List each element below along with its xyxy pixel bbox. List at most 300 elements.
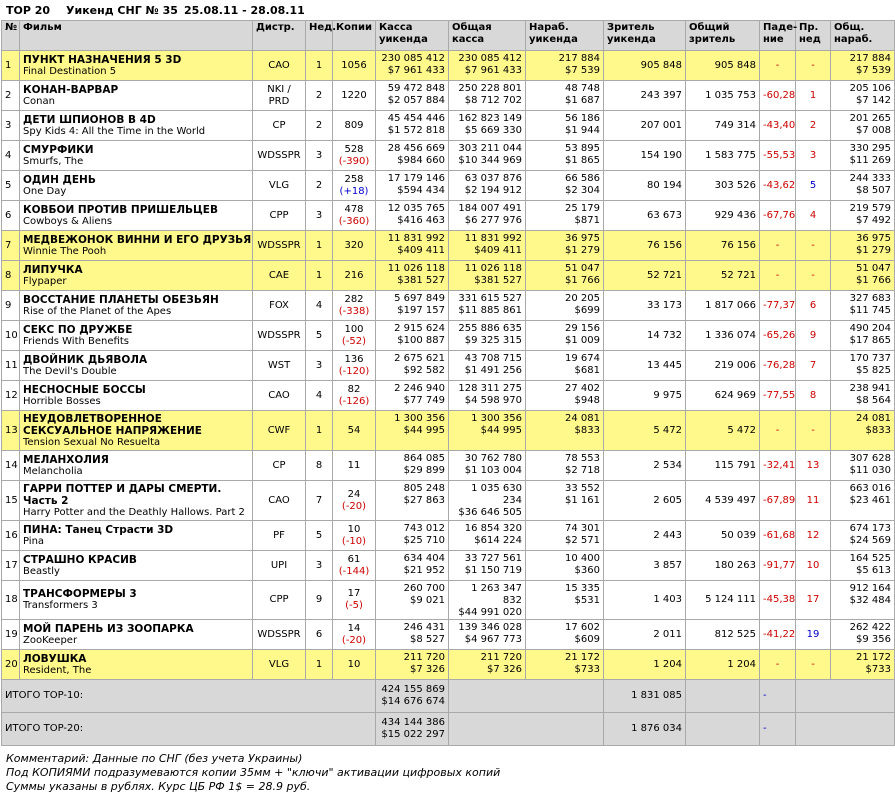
drop-cell <box>760 521 796 551</box>
prev-week-cell <box>796 231 831 261</box>
weekend-avg-usd: $2 304 <box>565 185 600 196</box>
weekend-avg-usd: $948 <box>574 395 600 406</box>
total-viewers: 180 263 <box>714 559 756 571</box>
weekend-gross-cell <box>376 650 449 680</box>
table-row <box>2 481 895 521</box>
rank-cell <box>2 81 20 111</box>
weekend-viewers-cell <box>604 201 686 231</box>
total-avg-rub: 674 173 <box>849 523 891 534</box>
weekend-gross-rub: 2 915 624 <box>394 323 445 334</box>
weekend-viewers-cell <box>604 521 686 551</box>
rank: 4 <box>5 149 12 161</box>
rank-cell <box>2 261 20 291</box>
weekend-gross-rub: 2 246 940 <box>394 383 445 394</box>
weekend-gross-cell <box>376 481 449 521</box>
prev-week-cell <box>796 411 831 451</box>
film-cell <box>20 141 253 171</box>
total-viewers-cell <box>686 81 760 111</box>
rank: 8 <box>5 269 12 281</box>
weekend-avg-rub: 74 301 <box>565 523 600 534</box>
film-cell <box>20 351 253 381</box>
total-avg-cell <box>831 481 895 521</box>
copies-cell <box>333 581 376 620</box>
col-weeks: Нед. <box>306 21 333 51</box>
total-avg-usd: $1 766 <box>856 275 891 286</box>
drop: -67,89 <box>763 494 796 506</box>
weeks: 2 <box>315 89 323 101</box>
prev-week: - <box>811 658 815 670</box>
drop-cell <box>760 141 796 171</box>
total-viewers-cell <box>686 141 760 171</box>
total-avg-cell <box>831 351 895 381</box>
total-viewers: 4 539 497 <box>705 494 756 506</box>
weekend-gross-rub: 5 697 849 <box>394 293 445 304</box>
weekend-gross-rub: 230 085 412 <box>381 53 445 64</box>
col-total-avg: Общ. нараб. <box>831 21 895 51</box>
col-film: Фильм <box>20 21 253 51</box>
film-cell <box>20 521 253 551</box>
total-avg-usd: $5 613 <box>856 565 891 576</box>
weekend-viewers-cell <box>604 321 686 351</box>
prev-week: 4 <box>809 209 817 221</box>
weekend-avg-rub: 48 748 <box>565 83 600 94</box>
total-viewers-cell <box>686 231 760 261</box>
weekend-avg-rub: 66 586 <box>565 173 600 184</box>
distributor: FOX <box>269 299 289 311</box>
film-title-ru: ВОССТАНИЕ ПЛАНЕТЫ ОБЕЗЬЯН <box>23 293 219 306</box>
rank: 20 <box>5 658 18 670</box>
total-avg-cell <box>831 451 895 481</box>
total-gross-usd: $44 991 020 <box>458 607 522 618</box>
distributor-cell <box>253 261 306 291</box>
report-header <box>0 0 894 20</box>
total-avg-cell <box>831 171 895 201</box>
rank-cell <box>2 411 20 451</box>
weekend-gross-usd: $197 157 <box>397 305 445 316</box>
film-cell <box>20 321 253 351</box>
film-cell <box>20 620 253 650</box>
film-cell <box>20 451 253 481</box>
total-viewers-cell <box>686 321 760 351</box>
total-avg-usd: $7 142 <box>856 95 891 106</box>
copies-cell <box>333 650 376 680</box>
weeks: 8 <box>315 459 323 471</box>
total-viewers-cell <box>686 201 760 231</box>
total-label: ИТОГО TOP-20: <box>2 713 376 746</box>
weekend-gross-cell <box>376 201 449 231</box>
total-viewers: 929 436 <box>714 209 756 221</box>
drop-cell <box>760 231 796 261</box>
weekend-viewers-cell <box>604 231 686 261</box>
weekend-gross-rub: 260 700 <box>403 583 445 594</box>
total-gross-usd: $11 885 861 <box>458 305 522 316</box>
drop-cell <box>760 481 796 521</box>
weekend-avg-cell <box>526 351 604 381</box>
weekend-gross-cell <box>376 291 449 321</box>
weekend-gross-rub: 17 179 146 <box>387 173 445 184</box>
total-gross-cell <box>449 521 526 551</box>
total-gross-rub: 128 311 275 <box>458 383 522 394</box>
total-avg-usd: $1 279 <box>856 245 891 256</box>
film-title-ru: МЕДВЕЖОНОК ВИННИ И ЕГО ДРУЗЬЯ <box>23 233 252 246</box>
total-avg-cell <box>831 411 895 451</box>
weeks-cell <box>306 261 333 291</box>
copies-cell <box>333 111 376 141</box>
total-avg-rub: 490 204 <box>849 323 891 334</box>
film-title-en: Spy Kids 4: All the Time in the World <box>23 125 206 137</box>
drop: - <box>775 239 780 251</box>
prev-week-cell <box>796 581 831 620</box>
weekend-gross-rub: 864 085 <box>403 453 445 464</box>
copies-cell <box>333 81 376 111</box>
weekend-avg-usd: $7 539 <box>565 65 600 76</box>
weeks: 1 <box>315 424 323 436</box>
drop: -77,37 <box>763 299 796 311</box>
table-row <box>2 171 895 201</box>
weekend-gross-cell <box>376 411 449 451</box>
film-title-en: Rise of the Planet of the Apes <box>23 305 172 317</box>
weekend-gross-rub: 11 831 992 <box>387 233 445 244</box>
distributor-cell <box>253 521 306 551</box>
total-viewers: 52 721 <box>721 269 756 281</box>
weekend-viewers: 2 605 <box>653 494 682 506</box>
drop-cell <box>760 551 796 581</box>
weekend-viewers: 63 673 <box>647 209 682 221</box>
table-row <box>2 551 895 581</box>
weekend-gross-rub: 28 456 669 <box>387 143 445 154</box>
weekend-gross-cell <box>376 231 449 261</box>
film-title-ru: КОВБОИ ПРОТИВ ПРИШЕЛЬЦЕВ <box>23 203 218 216</box>
film-title-en: Beastly <box>23 565 60 577</box>
copies-cell <box>333 261 376 291</box>
weekend-avg-cell <box>526 581 604 620</box>
weekend-gross-usd: $29 899 <box>403 465 445 476</box>
table-row <box>2 291 895 321</box>
total-gross-cell <box>449 141 526 171</box>
total-gross-usd: $6 277 976 <box>464 215 522 226</box>
weekend-avg-usd: $531 <box>574 595 600 606</box>
total-avg-usd: $8 507 <box>856 185 891 196</box>
rank: 5 <box>5 179 12 191</box>
drop: -61,68 <box>763 529 796 541</box>
total-gross-cell <box>449 321 526 351</box>
distributor-cell <box>253 291 306 321</box>
total-avg-cell <box>831 51 895 81</box>
total-viewers: 219 006 <box>714 359 756 371</box>
film-title-en: ZooKeeper <box>23 634 78 646</box>
col-weekend-gross: Касса уикенда <box>376 21 449 51</box>
weekend-gross-usd: $7 326 <box>410 664 445 675</box>
copies: 24 <box>347 488 361 500</box>
weeks-cell <box>306 231 333 261</box>
total-avg-rub: 21 172 <box>856 652 891 663</box>
copies-cell <box>333 51 376 81</box>
weekend-viewers: 2 011 <box>653 628 682 640</box>
film-cell <box>20 551 253 581</box>
weekend-gross-cell <box>376 81 449 111</box>
film-title-ru: СТРАШНО КРАСИВ <box>23 553 137 566</box>
weekend-viewers-cell <box>604 551 686 581</box>
film-title-ru: ПИНА: Танец Страсти 3D <box>23 523 174 536</box>
total-viewers: 1 204 <box>727 658 756 670</box>
weekend-gross-usd: $1 572 818 <box>387 125 445 136</box>
total-gross-cell <box>449 351 526 381</box>
table-row <box>2 351 895 381</box>
distributor: CAO <box>268 494 290 506</box>
total-avg-cell <box>831 650 895 680</box>
rank: 2 <box>5 89 12 101</box>
total-gross-usd: $409 411 <box>474 245 522 256</box>
total-gross-usd: $2 194 912 <box>464 185 522 196</box>
weekend-viewers: 207 001 <box>640 119 682 131</box>
total-gross-rub: 11 831 992 <box>464 233 522 244</box>
rank-cell <box>2 381 20 411</box>
weekend-gross-cell <box>376 51 449 81</box>
copies: 82 <box>347 383 361 395</box>
weekend-avg-cell <box>526 521 604 551</box>
film-title-ru: НЕУДОВЛЕТВОРЕННОЕ СЕКСУАЛЬНОЕ НАПРЯЖЕНИЕ <box>23 412 202 437</box>
total-viewers-cell <box>686 351 760 381</box>
weekend-avg-rub: 10 400 <box>565 553 600 564</box>
film-title-en: Transformers 3 <box>23 600 98 611</box>
distributor-cell <box>253 141 306 171</box>
copies-cell <box>333 381 376 411</box>
weekend-avg-rub: 15 335 <box>565 583 600 594</box>
distributor: CPP <box>269 594 289 605</box>
table-row <box>2 381 895 411</box>
drop-cell <box>760 111 796 141</box>
total-avg-usd: $5 825 <box>856 365 891 376</box>
weekend-avg-rub: 24 081 <box>565 413 600 424</box>
copies: 17 <box>347 588 361 599</box>
total-avg-cell <box>831 261 895 291</box>
total-avg-rub: 307 628 <box>849 453 891 464</box>
copies-diff: (-338) <box>338 305 370 317</box>
weeks-cell <box>306 620 333 650</box>
footer-comment: Комментарий: Данные по СНГ (без учета Украины) <box>6 752 303 765</box>
weekend-avg-rub: 56 186 <box>565 113 600 124</box>
weekend-avg-usd: $733 <box>574 664 600 675</box>
total-avg-usd: $11 030 <box>849 465 891 476</box>
distributor: NKI / PRD <box>267 83 291 107</box>
weekend-avg-usd: $360 <box>574 565 600 576</box>
total-top10-row <box>2 680 895 713</box>
weeks-cell <box>306 321 333 351</box>
rank-cell <box>2 551 20 581</box>
distributor-cell <box>253 650 306 680</box>
weekend-gross-rub: 246 431 <box>403 622 445 633</box>
total-avg-cell <box>831 141 895 171</box>
weekend-avg-usd: $2 571 <box>565 535 600 546</box>
total-viewers-cell <box>686 581 760 620</box>
table-row <box>2 620 895 650</box>
weeks: 5 <box>315 529 323 541</box>
weeks-cell <box>306 111 333 141</box>
total-avg-rub: 164 525 <box>849 553 891 564</box>
total-avg-usd: $833 <box>865 425 891 436</box>
film-title-en: Cowboys & Aliens <box>23 215 113 227</box>
total-gross-rub: 16 854 320 <box>464 523 522 534</box>
rank: 7 <box>5 239 12 251</box>
film-cell <box>20 111 253 141</box>
weekend-viewers-cell <box>604 581 686 620</box>
total-viewers: 749 314 <box>714 119 756 131</box>
drop: -43,62 <box>763 179 796 191</box>
drop: -41,22 <box>763 628 796 640</box>
film-title-ru: ДВОЙНИК ДЬЯВОЛА <box>23 353 148 366</box>
film-title-ru: ТРАНСФОРМЕРЫ 3 <box>23 588 137 600</box>
distributor-cell <box>253 351 306 381</box>
copies-cell <box>333 620 376 650</box>
prev-week: 13 <box>806 459 820 471</box>
total-avg-usd: $7 539 <box>856 65 891 76</box>
weekend-gross-cell <box>376 351 449 381</box>
distributor-cell <box>253 321 306 351</box>
total-gross-cell <box>449 261 526 291</box>
total-gross-rub: 63 037 876 <box>464 173 522 184</box>
rank: 15 <box>5 494 18 506</box>
copies: 61 <box>347 553 361 565</box>
weeks: 1 <box>315 658 323 670</box>
table-row <box>2 201 895 231</box>
total-avg-rub: 36 975 <box>856 233 891 244</box>
film-title-en: Tension Sexual No Resuelta <box>23 436 161 448</box>
total-gross-cell <box>449 481 526 521</box>
weekend-viewers: 1 204 <box>653 658 682 670</box>
copies-diff: (-120) <box>338 365 370 377</box>
weekend-gross-usd: $7 961 433 <box>387 65 445 76</box>
weekend-viewers-cell <box>604 650 686 680</box>
rank-cell <box>2 351 20 381</box>
total-gross-rub: 11 026 118 <box>464 263 522 274</box>
weeks: 2 <box>315 119 323 131</box>
weekend-avg-cell <box>526 231 604 261</box>
film-title-en: Resident, The <box>23 664 92 676</box>
drop-cell <box>760 321 796 351</box>
copies-cell <box>333 201 376 231</box>
rank: 6 <box>5 209 12 221</box>
weeks-cell <box>306 521 333 551</box>
total-viewers: 1 336 074 <box>705 329 756 341</box>
weeks-cell <box>306 351 333 381</box>
total-avg-rub: 201 265 <box>849 113 891 124</box>
total-avg-rub: 912 164 <box>849 583 891 594</box>
weekend-gross-cell <box>376 141 449 171</box>
total-gross-usd: $4 967 773 <box>464 634 522 645</box>
copies: 282 <box>344 293 364 305</box>
weekend-avg-cell <box>526 261 604 291</box>
weekend-gross-usd: $984 660 <box>397 155 445 166</box>
weekend-avg-cell <box>526 291 604 321</box>
weekend-viewers: 5 472 <box>653 424 682 436</box>
weekend-gross-usd: $100 887 <box>397 335 445 346</box>
date-range: 25.08.11 - 28.08.11 <box>184 4 305 17</box>
copies-diff: (-52) <box>341 335 367 347</box>
film-title-en: Horrible Bosses <box>23 395 101 407</box>
col-distributor: Дистр. <box>253 21 306 51</box>
total-avg-rub: 205 106 <box>849 83 891 94</box>
drop-cell <box>760 620 796 650</box>
weeks-cell <box>306 411 333 451</box>
drop: -67,76 <box>763 209 796 221</box>
drop: -77,55 <box>763 389 796 401</box>
rank: 16 <box>5 529 18 541</box>
total-gross-cell <box>449 581 526 620</box>
weeks: 1 <box>315 239 323 251</box>
distributor-cell <box>253 171 306 201</box>
distributor: VLG <box>268 179 290 191</box>
distributor: WDSSPR <box>257 239 301 251</box>
copies-diff: (-144) <box>338 565 370 577</box>
drop-cell <box>760 351 796 381</box>
weekend-gross-cell <box>376 521 449 551</box>
weeks: 2 <box>315 179 323 191</box>
weekend-avg-usd: $871 <box>574 215 600 226</box>
total-gross-cell <box>449 451 526 481</box>
weekend-gross-rub: 805 248 <box>403 483 445 494</box>
drop: -76,28 <box>763 359 796 371</box>
prev-week: 17 <box>806 594 820 605</box>
total-viewers: 1 035 753 <box>705 89 756 101</box>
total-avg-cell <box>831 381 895 411</box>
total-gross-cell <box>449 620 526 650</box>
weekend-gross-rub: 59 472 848 <box>387 83 445 94</box>
copies-cell <box>333 521 376 551</box>
weekend-avg-rub: 78 553 <box>565 453 600 464</box>
total-viewers-cell <box>686 411 760 451</box>
weekend-viewers: 9 975 <box>653 389 682 401</box>
weekend-viewers: 33 173 <box>647 299 682 311</box>
total-gross-cell <box>449 51 526 81</box>
prev-week-cell <box>796 551 831 581</box>
copies: 320 <box>344 239 364 251</box>
weekend-avg-cell <box>526 111 604 141</box>
weekend-gross-cell <box>376 451 449 481</box>
prev-week: - <box>811 59 815 71</box>
total-avg-usd: $23 461 <box>849 495 891 506</box>
weekend-avg-rub: 19 674 <box>565 353 600 364</box>
copies-diff: (-5) <box>345 600 363 611</box>
distributor: PF <box>273 529 285 541</box>
total-viewers: 1 831 085 <box>604 680 686 713</box>
weekend-avg-cell <box>526 81 604 111</box>
total-viewers: 812 525 <box>714 628 756 640</box>
copies: 100 <box>344 323 364 335</box>
copies: 478 <box>344 203 364 215</box>
total-gross-cell <box>449 81 526 111</box>
copies-diff: (-20) <box>341 500 367 512</box>
total-gross-usd: $614 224 <box>474 535 522 546</box>
prev-week: 8 <box>809 389 817 401</box>
copies-cell <box>333 551 376 581</box>
prev-week-cell <box>796 321 831 351</box>
weekend-avg-rub: 53 895 <box>565 143 600 154</box>
total-viewers: 5 124 111 <box>705 594 756 605</box>
total-avg-usd: $17 865 <box>849 335 891 346</box>
film-cell <box>20 201 253 231</box>
weekend-viewers-cell <box>604 141 686 171</box>
copies: 11 <box>347 459 361 471</box>
total-viewers-cell <box>686 111 760 141</box>
total-avg-usd: $11 269 <box>849 155 891 166</box>
total-gross: 424 155 869 $14 676 674 <box>376 680 449 713</box>
prev-week: - <box>811 239 815 251</box>
copies: 1220 <box>341 89 367 101</box>
prev-week-cell <box>796 351 831 381</box>
weekend-viewers-cell <box>604 620 686 650</box>
table-row <box>2 111 895 141</box>
weekend-gross-usd: $8 527 <box>410 634 445 645</box>
